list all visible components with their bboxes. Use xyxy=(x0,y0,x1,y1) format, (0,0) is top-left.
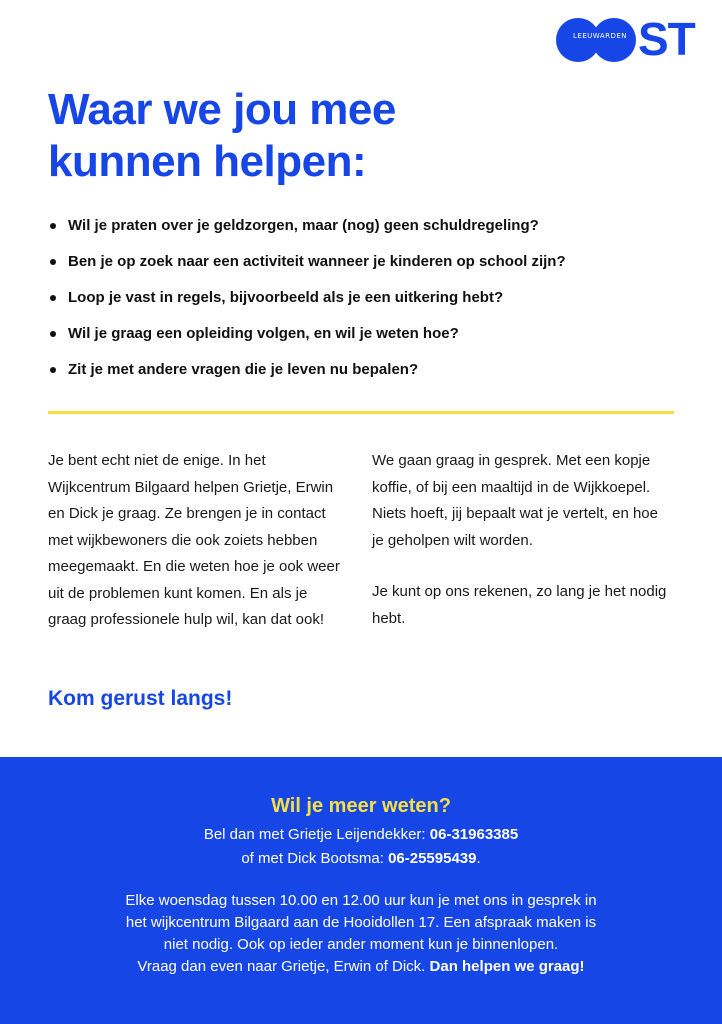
question-item: Ben je op zoek naar een activiteit wanneer je kinderen op school zijn? xyxy=(48,250,688,286)
contact-line-1 xyxy=(0,824,722,846)
footer-title: Wil je meer weten? xyxy=(271,795,451,817)
info-line-4 xyxy=(0,956,722,978)
contact-1-phone[interactable]: 06-31963385 xyxy=(429,826,519,843)
left-column-text: Je bent echt niet de enige. In het Wijkcentrum Bilgaard helpen Grietje, Erwin en Dick je graag. Ze brengen je in contact met wijkbewoners die ook zoiets hebben meegemaakt. En die weten hoe je ook weer uit de problemen kunt komen. En als je graag professionele hulp wil, kan dat ook! xyxy=(48,452,340,628)
page-title xyxy=(48,84,608,188)
contact-line-2 xyxy=(0,848,722,870)
right-column xyxy=(372,448,672,632)
contact-1-text: Bel dan met Grietje Leijendekker: xyxy=(203,826,430,843)
logo-circle-right xyxy=(592,18,636,62)
info-line-1: Elke woensdag tussen 10.00 en 12.00 uur kun je met ons in gesprek in xyxy=(125,892,597,909)
question-item: Zit je met andere vragen die je leven nu bepalen? xyxy=(48,358,688,394)
left-column xyxy=(48,448,340,634)
question-list xyxy=(48,214,688,394)
oost-logo xyxy=(556,13,706,65)
right-column-paragraph-1: We gaan graag in gesprek. Met een kopje koffie, of bij een maaltijd in de Wijkkoepel. Niets hoeft, jij bepaalt wat je vertelt, en hoe je geholpen wilt worden. xyxy=(372,452,658,549)
info-line-4-bold: Dan helpen we graag! xyxy=(429,958,585,975)
yellow-divider xyxy=(48,411,674,414)
question-item: Wil je graag een opleiding volgen, en wil je weten hoe? xyxy=(48,322,688,358)
logo-wordmark: ST xyxy=(638,13,695,65)
info-line-2: het wijkcentrum Bilgaard aan de Hooidollen 17. Een afspraak maken is xyxy=(125,914,597,931)
question-item: Loop je vast in regels, bijvoorbeeld als je een uitkering hebt? xyxy=(48,286,688,322)
right-column-paragraph-2: Je kunt op ons rekenen, zo lang je het nodig hebt. xyxy=(372,583,667,627)
contact-footer xyxy=(0,757,722,1024)
contact-2-phone[interactable]: 06-25595439 xyxy=(388,850,477,867)
title-line-2: kunnen helpen: xyxy=(48,137,367,186)
call-to-action: Kom gerust langs! xyxy=(48,687,233,710)
logo-subtext: LEEUWARDEN xyxy=(572,32,628,40)
contact-2-text: of met Dick Bootsma: xyxy=(241,850,389,867)
info-line-4-text: Vraag dan even naar Grietje, Erwin of Dick. xyxy=(137,958,430,975)
contact-2-end: . xyxy=(476,850,481,867)
title-line-1: Waar we jou mee xyxy=(48,85,396,134)
info-line-3: niet nodig. Ook op ieder ander moment kun je binnenlopen. xyxy=(163,936,559,953)
question-item: Wil je praten over je geldzorgen, maar (nog) geen schuldregeling? xyxy=(48,214,688,250)
